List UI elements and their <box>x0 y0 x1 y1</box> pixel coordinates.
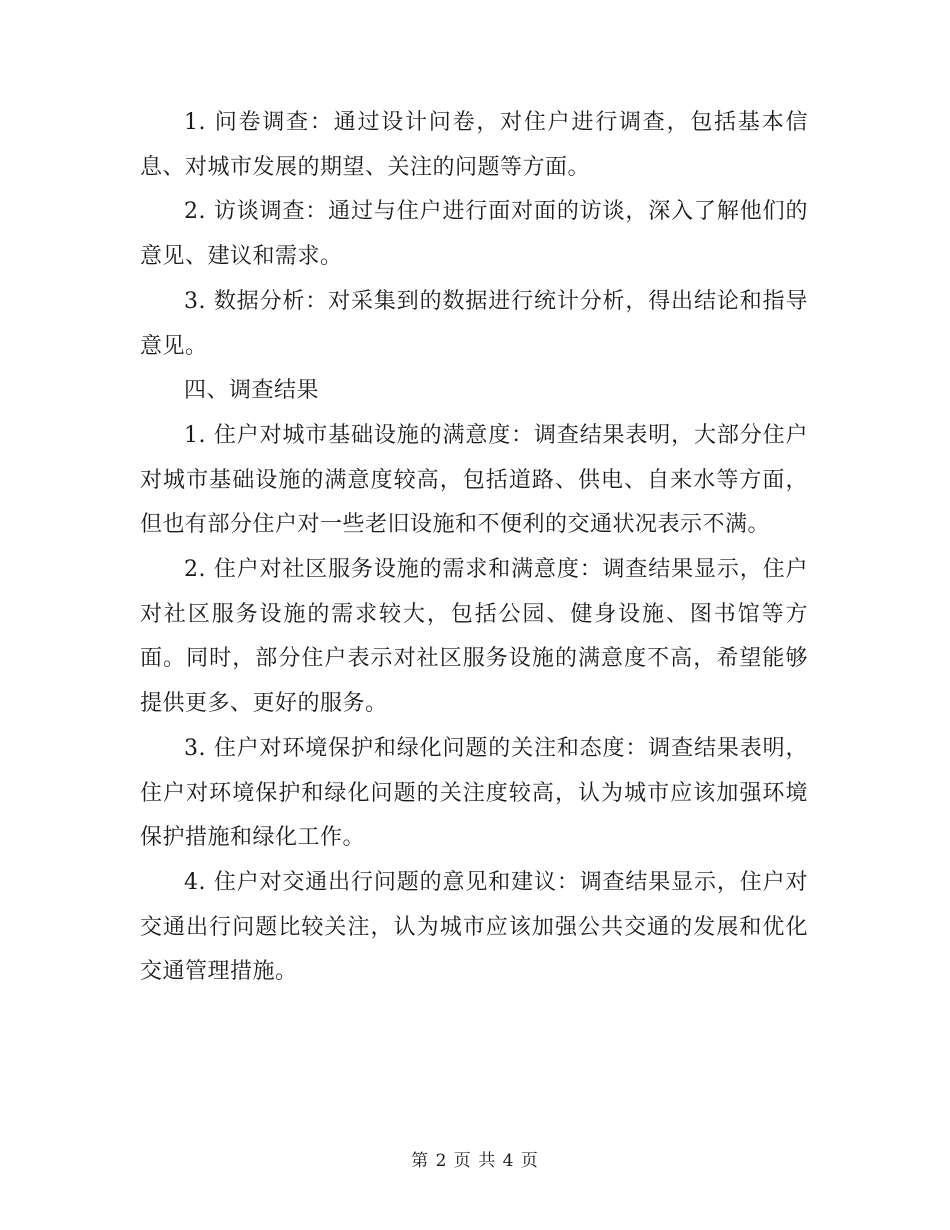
method-item-interview: 2. 访谈调查：通过与住户进行面对面的访谈，深入了解他们的意见、建议和需求。 <box>140 199 808 270</box>
method-item-questionnaire: 1. 问卷调查：通过设计问卷，对住户进行调查，包括基本信息、对城市发展的期望、关注的问题等方面。 <box>140 110 808 180</box>
result-item-community-services: 2. 住户对社区服务设施的需求和满意度：调查结果显示，住户对社区服务设施的需求较大，包括公园、健身设施、图书馆等方面。同时，部分住户表示对社区服务设施的满意度不高，希望能够提供更多、更好的服务。 <box>140 557 808 717</box>
result-item-transportation: 4. 住户对交通出行问题的意见和建议：调查结果显示，住户对交通出行问题比较关注，认为城市应该加强公共交通的发展和优化交通管理措施。 <box>140 869 808 985</box>
document-body <box>140 101 808 995</box>
page-footer <box>0 1146 950 1171</box>
result-item-environment: 3. 住户对环境保护和绿化问题的关注和态度：调查结果表明，住户对环境保护和绿化问题的关注度较高，认为城市应该加强环境保护措施和绿化工作。 <box>140 735 808 851</box>
section-heading: 四、调查结果 <box>184 378 320 404</box>
result-item-infrastructure: 1. 住户对城市基础设施的满意度：调查结果表明，大部分住户对城市基础设施的满意度较高，包括道路、供电、自来水等方面，但也有部分住户对一些老旧设施和不便利的交通状况表示不满。 <box>140 422 808 538</box>
method-item-data-analysis: 3. 数据分析：对采集到的数据进行统计分析，得出结论和指导意见。 <box>140 288 808 359</box>
page-number-label: 第 2 页 共 4 页 <box>411 1151 539 1171</box>
